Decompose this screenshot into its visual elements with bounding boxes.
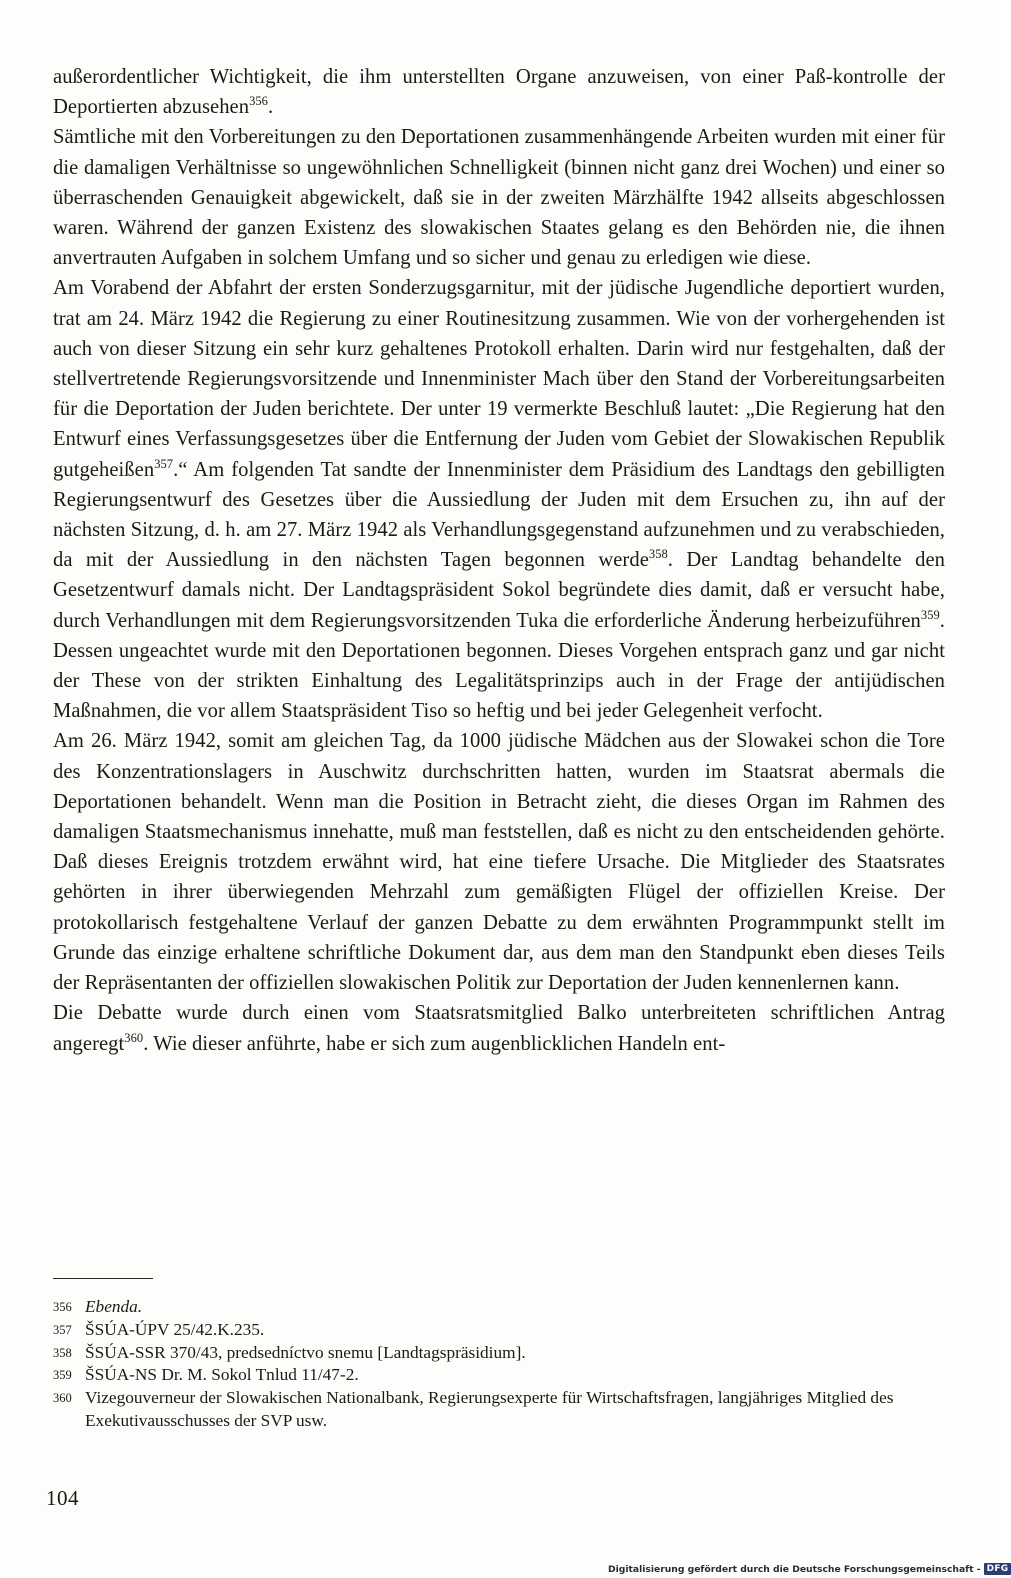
footnote-text: Ebenda.	[85, 1297, 143, 1316]
footnote-divider	[53, 1278, 153, 1279]
footnote-358	[53, 1342, 945, 1365]
paragraph-3: Am Vorabend der Abfahrt der ersten Sonderzugsgarnitur, mit der jüdische Jugendliche deportiert wurden, trat am 24. März 1942 die Regierung zu einer Routinesitzung zusammen. Wie von der vorhergehenden ist auch von dieser Sitzung ein sehr kurz gehaltenes Protokoll erhalten. Darin wird nur festgehalten, daß der stellvertretende Regierungsvorsitzende und Innenminister Mach über den Stand der Vorbereitungsarbeiten für die Deportation der Juden berichtete. Der unter 19 vermerkte Beschluß lautet: „Die Regierung hat den Entwurf eines Verfassungsgesetzes über die Entfernung der Juden vom Gebiet der Slowakischen Republik gutgeheißen$^{357}$.“ Am folgenden Tat sandte der Innenminister dem Präsidium des Landtags den gebilligten Regierungsentwurf des Gesetzes über die Aussiedlung der Juden mit dem Ersuchen zu, ihn auf der nächsten Sitzung, d. h. am 27. März 1942 als Verhandlungsgegenstand aufzunehmen und zu verabschieden, da mit der Aussiedlung in den nächsten Tagen begonnen werde$^{358}$. Der Landtag behandelte den Gesetzentwurf damals nicht. Der Landtagspräsident Sokol begründete dies damit, daß er versucht habe, durch Verhandlungen mit dem Regierungsvorsitzenden Tuka die erforderliche Änderung herbeizuführen$^{359}$. Dessen ungeachtet wurde mit den Deportationen begonnen. Dieses Vorgehen entsprach ganz und gar nicht der These von der strikten Einhaltung des Legalitätsprinzips auch in der Frage der antijüdischen Maßnahmen, die vor allem Staatspräsident Tiso so heftig und bei jeder Gelegenheit verfocht.	[53, 277, 945, 723]
page-number: 104	[46, 1486, 79, 1510]
digitization-text: Digitalisierung gefördert durch die Deutsche Forschungsgemeinschaft -	[608, 1563, 981, 1575]
footnote-ref-360[interactable]: 360	[124, 1030, 144, 1045]
digitization-notice	[608, 1560, 1011, 1578]
footnote-text: Vizegouverneur der Slowakischen Nationalbank, Regierungsexperte für Wirtschaftsfragen, langjähriges Mitglied des Exekutivausschusses der SVP usw.	[85, 1388, 894, 1430]
footnote-number: 357	[53, 1322, 72, 1337]
footnote-number: 359	[53, 1368, 72, 1383]
footnote-number: 356	[53, 1300, 72, 1314]
dfg-logo-icon: DFG	[984, 1563, 1011, 1575]
footnote-ref-358[interactable]: 358	[648, 547, 668, 562]
footnote-number: 358	[53, 1345, 72, 1360]
footnote-360	[53, 1387, 945, 1433]
footnote-text: ŠSÚA-ÚPV 25/42.K.235.	[85, 1319, 265, 1339]
footnote-number: 360	[53, 1391, 72, 1406]
footnote-ref-357[interactable]: 357	[154, 456, 174, 471]
footnote-text: ŠSÚA-SSR 370/43, predsedníctvo snemu [Landtagspräsidium].	[85, 1342, 526, 1362]
paragraph-4: Am 26. März 1942, somit am gleichen Tag, da 1000 jüdische Mädchen aus der Slowakei schon die Tore des Konzentrationslagers in Auschwitz durchschritten hatten, wurden im Staatsrat abermals die Deportationen behandelt. Wenn man die Position in Betracht zieht, die dieses Organ im Rahmen des damaligen Staatsmechanismus innehatte, muß man feststellen, daß es nicht zu den entscheidenden gehörte. Daß dieses Ereignis trotzdem erwähnt wird, hat eine tiefere Ursache. Die Mitglieder des Staatsrates gehörten in ihrer überwiegenden Mehrzahl zum gemäßigten Flügel der offiziellen Kreise. Der protokollarisch festgehaltene Verlauf der ganzen Debatte zu dem erwähnten Programmpunkt stellt im Grunde das einzige erhaltene schriftliche Dokument dar, aus dem man den Standpunkt eben dieses Teils der Repräsentanten der offiziellen slowakischen Politik zur Deportation der Juden kennenlernen kann.	[53, 730, 945, 995]
paragraph-1: außerordentlicher Wichtigkeit, die ihm unterstellten Organe anzuweisen, von einer Paß-kontrolle der Deportierten abzusehen$^{356}$.	[53, 66, 945, 119]
footnote-357	[53, 1319, 945, 1342]
paragraph-5: Die Debatte wurde durch einen vom Staatsratsmitglied Balko unterbreiteten schriftlichen Antrag angeregt$^{360}$. Wie dieser anführte, habe er sich zum augenblicklichen Handeln ent-	[53, 1002, 945, 1055]
footnote-356	[53, 1296, 945, 1319]
footnote-text: ŠSÚA-NS Dr. M. Sokol Tnlud 11/47-2.	[85, 1365, 359, 1385]
footnote-359	[53, 1364, 945, 1387]
footnote-ref-356[interactable]: 356	[249, 94, 268, 109]
main-text	[53, 62, 945, 1059]
footnotes	[53, 1296, 945, 1433]
paragraph-2: Sämtliche mit den Vorbereitungen zu den Deportationen zusammenhängende Arbeiten wurden mit einer für die damaligen Verhältnisse so ungewöhnlichen Schnelligkeit (binnen nicht ganz drei Wochen) und einer so überraschenden Genauigkeit abgewickelt, daß sie in der zweiten Märzhälfte 1942 allseits abgeschlossen waren. Während der ganzen Existenz des slowakischen Staates gelang es den Behörden nie, die ihnen anvertrauten Aufgaben in solchem Umfang und so sicher und genau zu erledigen wie diese.	[53, 126, 945, 270]
footnote-ref-359[interactable]: 359	[920, 607, 940, 622]
